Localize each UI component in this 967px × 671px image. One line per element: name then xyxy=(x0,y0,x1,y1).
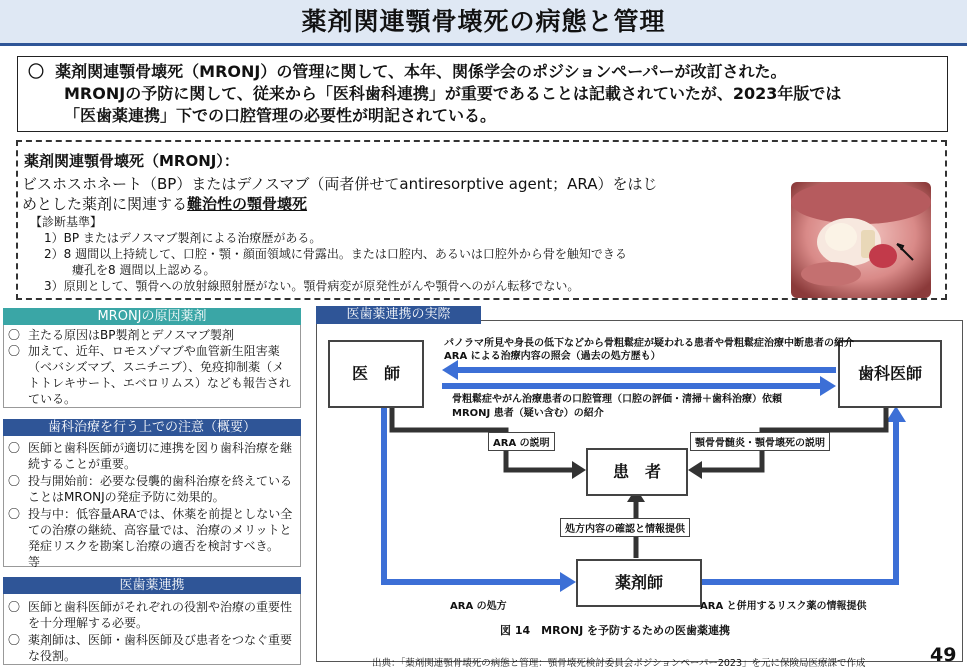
panel-collaboration-item-1 xyxy=(10,599,295,631)
bullet: 〇 xyxy=(8,344,21,358)
summary-box xyxy=(17,56,948,132)
page-number: 49 xyxy=(930,644,957,666)
item-text: 投与中：低容量ARAでは、休薬を前提としない全ての治療の継続、高容量では、治療のメリットと発症リスクを勘案し治療の適否を検討すべき。 等 xyxy=(28,507,298,569)
summary-bullet: 〇 xyxy=(28,62,45,81)
criteria-item-3: 3）原則として、顎骨への放射線照射歴がない。顎骨病変が原発性がんや顎骨へのがん転移でない。 xyxy=(44,279,580,293)
arrowhead-right xyxy=(820,376,836,396)
node-dentist: 歯科医師 xyxy=(838,340,942,408)
title-band xyxy=(0,0,967,43)
diagram-caption: 図 14 MRONJ を予防するための医歯薬連携 xyxy=(500,624,731,637)
criteria-item-2: 2）8 週間以上持続して、口腔・顎・顔面領域に骨露出。または口腔内、あるいは口腔外から骨を触知できる xyxy=(44,247,627,261)
bullet: 〇 xyxy=(8,633,21,647)
diagram-tag: 医歯薬連携の実際 xyxy=(316,306,481,324)
item-text: 投与開始前：必要な侵襲的歯科治療を終えていることはMRONJの発症予防に効果的。 xyxy=(28,474,293,504)
item-text: 薬剤師は、医師・歯科医師及び患者をつなぐ重要な役割。 xyxy=(28,633,293,663)
label-risk-info: ARA と併用するリスク薬の情報提供 xyxy=(700,601,867,612)
panel-causative-drugs-item-2 xyxy=(10,343,295,407)
label-top-1: パノラマ所見や身長の低下などから骨粗鬆症が疑われる患者や骨粗鬆症治療中断患者の紹介 xyxy=(444,338,854,349)
label-mid-1: 骨粗鬆症やがん治療患者の口腔管理（口腔の評価・清掃＋歯科治療）依頼 xyxy=(452,394,782,405)
bullet: 〇 xyxy=(8,474,21,488)
node-pharmacist: 薬剤師 xyxy=(576,559,702,607)
summary-text-3: 「医歯薬連携」下での口腔管理の必要性が明記されている。 xyxy=(64,106,497,125)
criteria-heading: 【診断基準】 xyxy=(30,215,103,229)
node-physician: 医 師 xyxy=(328,340,424,408)
label-top-2: ARA による治療内容の照会（過去の処方歴も） xyxy=(444,351,661,362)
label-prescription-confirm: 処方内容の確認と情報提供 xyxy=(560,518,690,537)
panel-collaboration-item-2 xyxy=(10,632,295,664)
bullet: 〇 xyxy=(8,600,21,614)
definition-colon: ： xyxy=(223,152,239,170)
item-text: 加えて、近年、ロモスゾマブや血管新生阻害薬（ベバシズマブ、スニチニブ）、免疫抑制薬（メトトレキサート、エベロリムス）なども報告されている。 xyxy=(28,344,291,406)
definition-emphasis: 難治性の顎骨壊死 xyxy=(187,195,308,213)
panel-collaboration-header: 医歯薬連携 xyxy=(3,577,301,594)
panel-dental-cautions-header: 歯科治療を行う上での注意（概要） xyxy=(3,419,301,436)
panel-dental-cautions-item-3 xyxy=(8,506,298,570)
definition-heading-row xyxy=(24,150,239,171)
item-text: 医師と歯科医師がそれぞれの役割や治療の重要性を十分理解する必要。 xyxy=(28,600,293,630)
label-ara-explain: ARA の説明 xyxy=(488,432,555,451)
page-title: 薬剤関連顎骨壊死の病態と管理 xyxy=(301,7,666,36)
bullet: 〇 xyxy=(8,328,21,342)
summary-line-1 xyxy=(28,61,939,83)
label-mid-2: MRONJ 患者（疑い含む）の紹介 xyxy=(452,408,604,419)
oral-photo xyxy=(791,182,931,298)
arrowhead-left xyxy=(442,360,458,380)
criteria-item-1: 1）BP またはデノスマブ製剤による治療歴がある。 xyxy=(44,231,322,245)
panel-dental-cautions-item-1 xyxy=(10,440,295,472)
item-text: 医師と歯科医師が適切に連携を図り歯科治療を継続することが重要。 xyxy=(28,441,293,471)
label-osteo-explain: 顎骨骨髄炎・顎骨壊死の説明 xyxy=(690,432,830,451)
label-ara-prescribe: ARA の処方 xyxy=(450,601,507,612)
definition-line-1: ビスホスホネート（BP）またはデノスマブ（両者併せてantiresorptive agent；ARA）をはじ xyxy=(22,175,658,193)
item-text: 主たる原因はBP製剤とデノスマブ製剤 xyxy=(28,328,234,342)
panel-causative-drugs-header: MRONJの原因薬剤 xyxy=(3,308,301,325)
summary-text-2: MRONJの予防に関して、従来から「医科歯科連携」が重要であることは記載されていたが、2023年版では xyxy=(64,84,842,103)
definition-heading: 薬剤関連顎骨壊死（MRONJ） xyxy=(24,152,224,170)
panel-causative-drugs-item-1 xyxy=(10,327,295,343)
source-note: 出典：「薬剤関連顎骨壊死の病態と管理：顎骨壊死検討委員会ポジションペーパー2023」を元に保険局医療課で作成 xyxy=(372,658,866,669)
summary-text-1: 薬剤関連顎骨壊死（MRONJ）の管理に関して、本年、関係学会のポジションペーパーが改訂された。 xyxy=(55,62,787,81)
panel-dental-cautions-item-2 xyxy=(10,473,295,505)
bullet: 〇 xyxy=(8,441,21,455)
definition-line-2 xyxy=(22,193,307,214)
title-rule xyxy=(0,43,967,46)
bullet: 〇 xyxy=(8,507,21,521)
node-patient: 患 者 xyxy=(586,448,688,496)
criteria-item-2-cont: 瘻孔を8 週間以上認める。 xyxy=(72,263,216,277)
definition-line-2-pre: めとした薬剤に関連する xyxy=(22,195,188,213)
